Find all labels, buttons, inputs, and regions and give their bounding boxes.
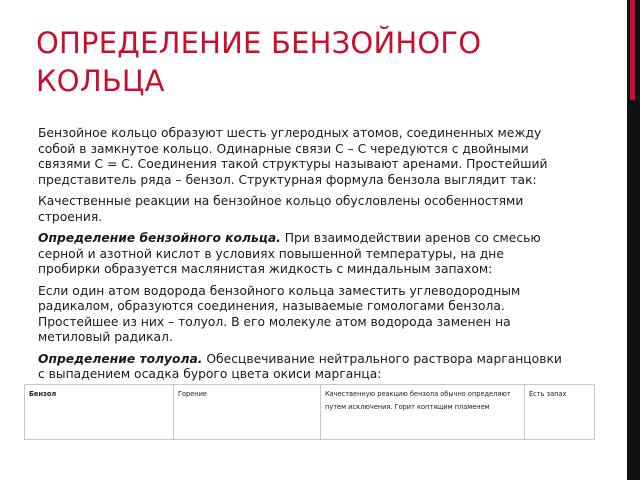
term-toluene-definition: Определение толуола. [38, 351, 203, 366]
paragraph-homologues: Если один атом водорода бензойного кольца заместить углеводородным радикалом, образуются соединения, называемые гомологами бензола. Простейшее из них – толуол. В его молекуле атом водорода заменен на метиловый радикал. [38, 283, 521, 344]
term-ring-definition: Определение бензойного кольца. [38, 231, 281, 245]
reactions-table [24, 384, 595, 442]
slide-title: ОПРЕДЕЛЕНИЕ БЕНЗОЙНОГО КОЛЬЦА [36, 26, 482, 98]
table-cell-description: Качественную реакцию бензола обычно определяют путем исключения. Горит коптящим пламенем [321, 385, 525, 440]
paragraph-qualitative-reactions: Качественные реакции на бензойное кольцо обусловлены особенностями строения. [38, 194, 524, 224]
table-cell-substance: Бензол [25, 385, 174, 440]
table-cell-reaction: Горение [174, 385, 321, 440]
paragraph-ring-definition [38, 231, 568, 278]
text-toluene-definition: Обесцвечивание нейтрального раствора марганцовки с выпадением осадка бурого цвета окиси марганца: [38, 351, 562, 381]
text-ring-definition: При взаимодействии аренов со смесью серной и азотной кислот в условиях повышенной температуры, на дне пробирки образуется маслянистая жидкость с миндальным запахом: [38, 231, 541, 276]
slide-body [38, 126, 568, 389]
paragraph-benzene-ring: Бензойное кольцо образуют шесть углеродных атомов, соединенных между собой в замкнутое кольцо. Одинарные связи С – С чередуются с двойными связями С = С. Соединения такой структуры называют аренами. Простейший представитель ряда – бензол. Структурная формула бензола выглядит так: [38, 126, 548, 187]
slide-edge-accent [630, 0, 635, 100]
table-row [25, 385, 595, 440]
slide-edge-bar [627, 0, 640, 480]
table-cell-observation: Есть запах [525, 385, 595, 440]
paragraph-toluene-definition [38, 352, 568, 383]
